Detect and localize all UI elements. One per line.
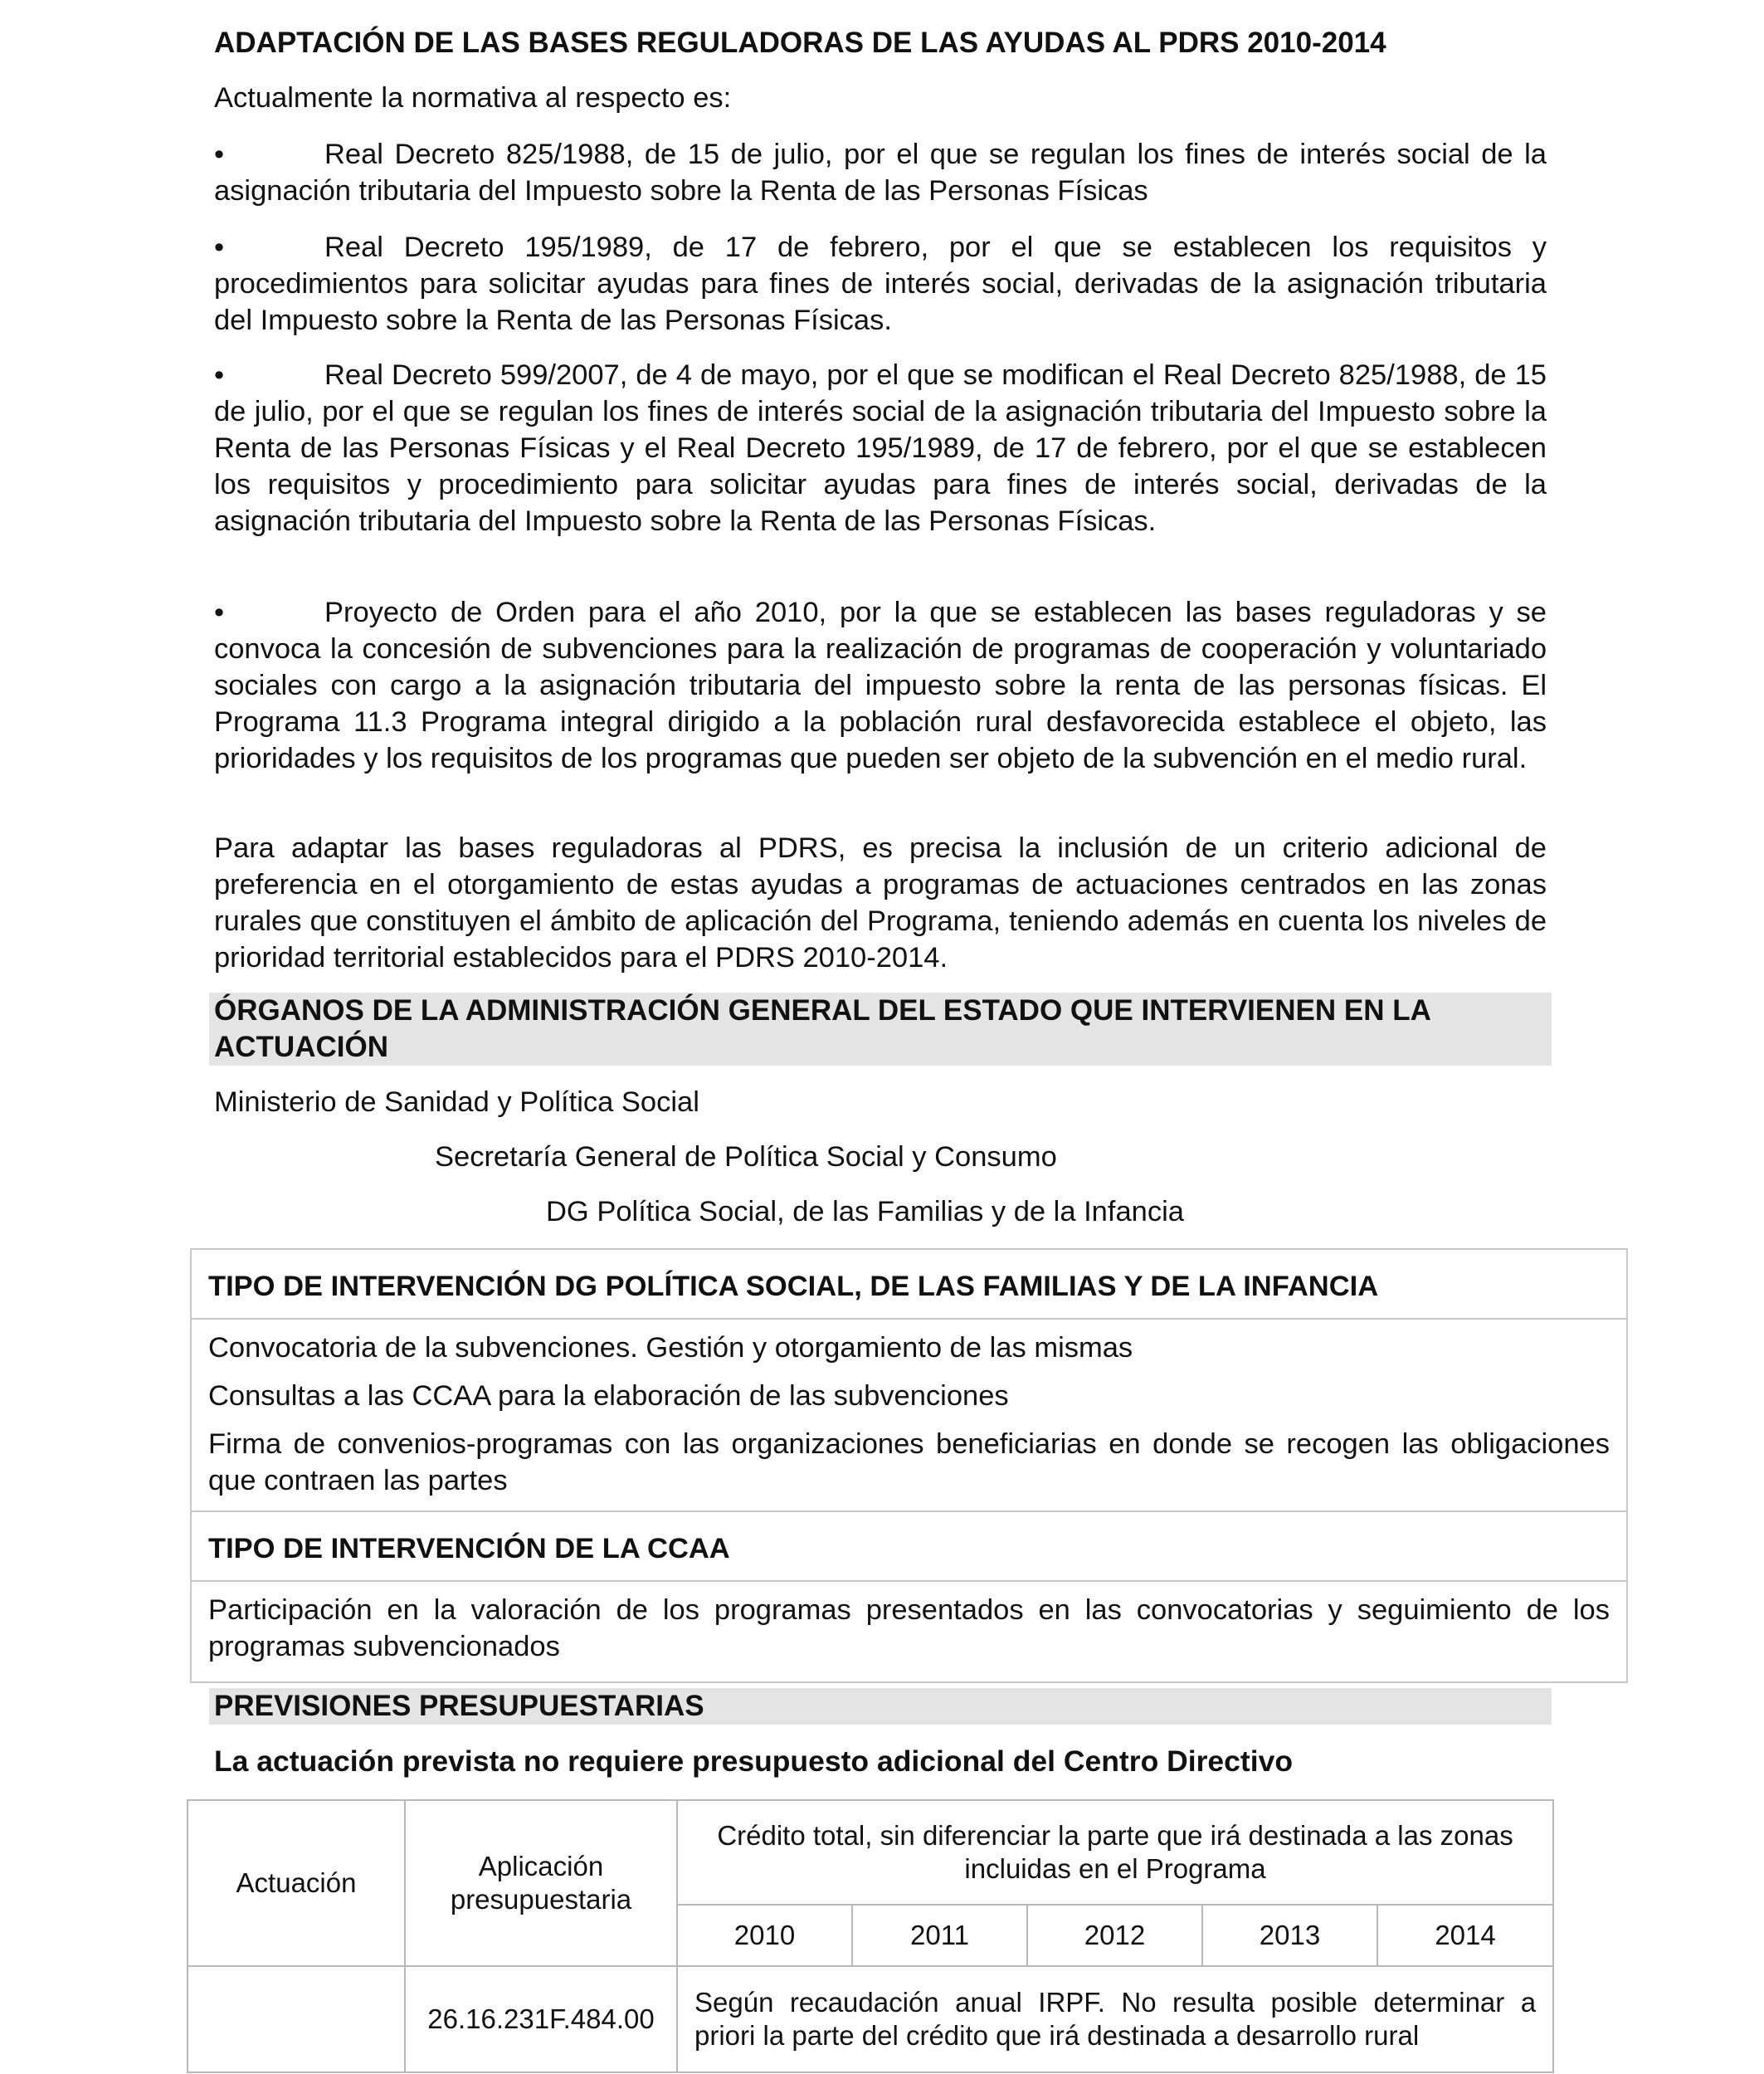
intervencion-dg-item: Firma de convenios-programas con las organizaciones beneficiarias en donde se recogen las obligaciones que contraen las partes (208, 1428, 1610, 1496)
budget-table (187, 1799, 1554, 2073)
organos-heading (209, 993, 1552, 1066)
bullet-icon: • (214, 359, 225, 391)
row-actuacion-cell (188, 1966, 405, 2072)
normativa-text: Real Decreto 195/1989, de 17 de febrero, por el que se establecen los requisitos y procedimientos para solicitar ayudas para fines de interés social, derivadas de la asignación tributaria del Impuesto sobre la Renta de las Personas Físicas. (214, 232, 1547, 336)
intervencion-ccaa-body (191, 1581, 1627, 1682)
intervention-table (190, 1248, 1628, 1683)
year-header: 2013 (1202, 1905, 1377, 1966)
year-header: 2011 (852, 1905, 1027, 1966)
bullet-icon: • (214, 232, 225, 263)
normativa-item (214, 594, 1547, 777)
normativa-text: Real Decreto 599/2007, de 4 de mayo, por el que se modifican el Real Decreto 825/1988, de 15 de julio, por el que se regulan los fines de interés social de la asignación tributaria del Impuesto sobre la Renta de las Personas Físicas y el Real Decreto 195/1989, de 17 de febrero, por el que se establecen los requisitos y procedimiento para solicitar ayudas para fines de interés social, derivadas de la asignación tributaria del Impuesto sobre la Renta de las Personas Físicas. (214, 359, 1547, 537)
bullet-icon: • (214, 597, 225, 628)
intervencion-ccaa-heading: TIPO DE INTERVENCIÓN DE LA CCAA (191, 1511, 1627, 1581)
paragraph-text: Para adaptar las bases reguladoras al PDRS, es precisa la inclusión de un criterio adicional de preferencia en el otorgamiento de estas ayudas a programas de actuaciones centrados en las zonas rurales que constituyen el ámbito de aplicación del Programa, teniendo además en cuenta los niveles de prioridad territorial establecidos para el PDRS 2010-2014. (214, 832, 1547, 974)
intervencion-dg-body (191, 1319, 1627, 1511)
previsiones-heading-text: PREVISIONES PRESUPUESTARIAS (214, 1690, 704, 1722)
document-title: ADAPTACIÓN DE LAS BASES REGULADORAS DE LAS AYUDAS AL PDRS 2010-2014 (214, 27, 1386, 59)
direccion-text: DG Política Social, de las Familias y de la Infancia (546, 1196, 1184, 1227)
col-credito-header: Crédito total, sin diferenciar la parte que irá destinada a las zonas incluidas en el Programa (677, 1800, 1553, 1905)
normativa-item (214, 136, 1547, 209)
year-header: 2012 (1027, 1905, 1202, 1966)
year-header: 2014 (1377, 1905, 1553, 1966)
previsiones-note: La actuación prevista no requiere presupuesto adicional del Centro Directivo (214, 1745, 1294, 1778)
normativa-item (214, 229, 1547, 339)
row-aplicacion-cell: 26.16.231F.484.00 (405, 1966, 677, 2072)
organos-heading-text: ÓRGANOS DE LA ADMINISTRACIÓN GENERAL DEL ESTADO QUE INTERVIENEN EN LA ACTUACIÓN (214, 994, 1430, 1063)
adaptation-paragraph (214, 830, 1547, 976)
intervencion-dg-item: Consultas a las CCAA para la elaboración de las subvenciones (208, 1380, 1009, 1412)
normativa-text: Real Decreto 825/1988, de 15 de julio, por el que se regulan los fines de interés social de la asignación tributaria del Impuesto sobre la Renta de las Personas Físicas (214, 139, 1547, 207)
intervencion-dg-item: Convocatoria de la subvenciones. Gestión y otorgamiento de las mismas (208, 1332, 1133, 1364)
intro-text: Actualmente la normativa al respecto es: (214, 82, 732, 114)
row-credito-cell: Según recaudación anual IRPF. No resulta posible determinar a priori la parte del crédito que irá destinada a desarrollo rural (677, 1966, 1553, 2072)
col-actuacion-header: Actuación (188, 1800, 405, 1966)
intervencion-ccaa-item: Participación en la valoración de los programas presentados en las convocatorias y seguimiento de los programas subvencionados (208, 1594, 1610, 1662)
bullet-icon: • (214, 139, 225, 170)
previsiones-heading (209, 1688, 1552, 1725)
ministerio-text: Ministerio de Sanidad y Política Social (214, 1086, 699, 1118)
col-aplicacion-header: Aplicación presupuestaria (405, 1800, 677, 1966)
intervencion-dg-heading: TIPO DE INTERVENCIÓN DG POLÍTICA SOCIAL, DE LAS FAMILIAS Y DE LA INFANCIA (191, 1249, 1627, 1319)
year-header: 2010 (677, 1905, 852, 1966)
normativa-text: Proyecto de Orden para el año 2010, por la que se establecen las bases reguladoras y se convoca la concesión de subvenciones para la realización de programas de cooperación y voluntariado sociales con cargo a la asignación tributaria del impuesto sobre la renta de las personas físicas. El Programa 11.3 Programa integral dirigido a la población rural desfavorecida establece el objeto, las prioridades y los requisitos de los programas que pueden ser objeto de la subvención en el medio rural. (214, 597, 1547, 774)
secretaria-text: Secretaría General de Política Social y Consumo (435, 1141, 1057, 1173)
normativa-item (214, 357, 1547, 539)
